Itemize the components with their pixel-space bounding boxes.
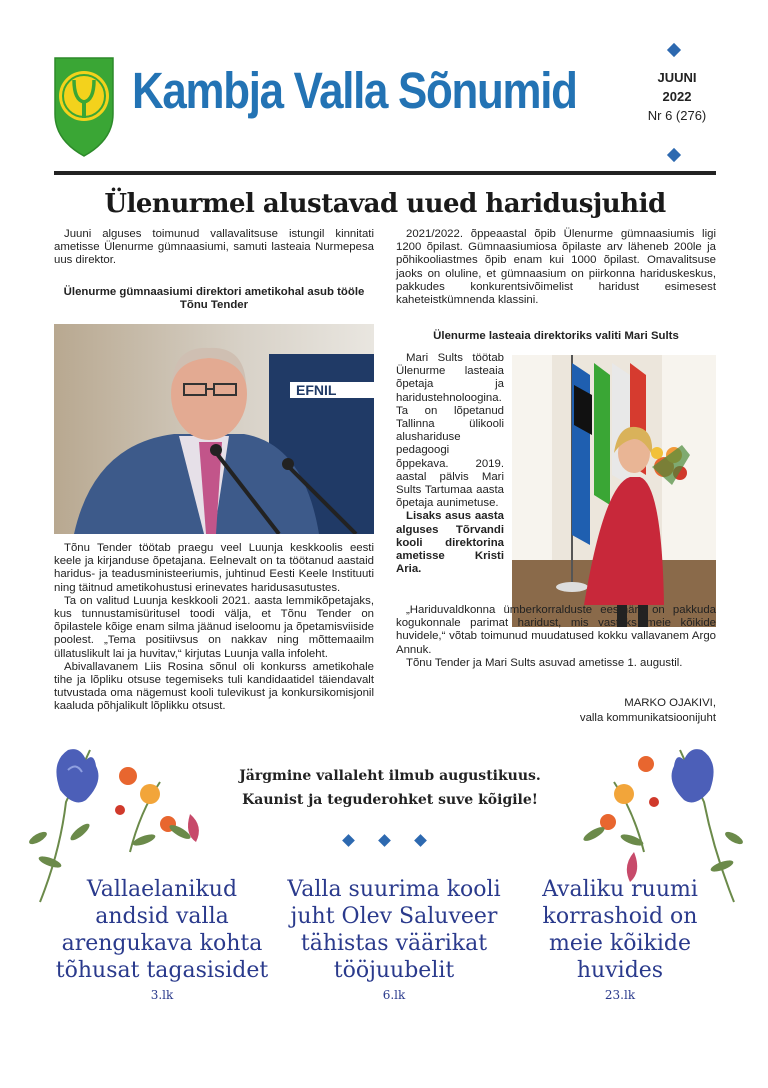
school-stats-paragraph: 2021/2022. õppeaastal õpib Ülenurme gümnaasiumis ligi 1200 õpilast. Gümnaasiumiosa õpilaste arv läheneb 200le ja põhikooliastmes õpib enam kui 1000 õpilast. Omavalitsuse jaoks on oluline, et gümnaasium on piirkonna hariduskeskus, pakkudes konkurentsivõimelist haridust esimesest kaheteistkümnenda klassini.	[396, 228, 716, 307]
teaser-title: Vallaelanikud andsid valla arengukava kohta tõhusat tagasisidet	[55, 877, 269, 983]
author-name: MARKO OJAKIVI,	[624, 697, 716, 709]
photo-mari-sults	[512, 355, 716, 627]
issue-year: 2022	[662, 89, 692, 104]
diamond-ornament-icon	[414, 834, 427, 847]
teaser-saluveer[interactable]	[284, 876, 504, 1002]
author-title: valla kommunikatsioonijuht	[579, 711, 716, 724]
intro-paragraph: Juuni alguses toimunud vallavalitsuse istungil kinnitati ametisse Ülenurme gümnaasiumi, samuti lasteaia Nurmepesa uus direktor.	[54, 228, 374, 267]
teaser-page-ref: 6.lk	[382, 988, 406, 1002]
next-issue-notice	[180, 764, 600, 812]
issue-month: JUUNI	[657, 70, 697, 85]
teaser-title: Valla suurima kooli juht Olev Saluveer tähistas väärikat tööjuubelit	[287, 877, 501, 983]
sults-column-text	[396, 352, 504, 576]
teaser-title: Avaliku ruumi korrashoid on meie kõikide huvides	[542, 877, 698, 983]
next-issue-line-2: Kaunist ja teguderohket suve kõigile!	[242, 792, 538, 808]
teaser-arengukava[interactable]	[54, 876, 270, 1002]
subhead-tender: Ülenurme gümnaasiumi direktori ametikohal asub tööle Tõnu Tender	[63, 286, 365, 312]
subhead-sults: Ülenurme lasteaia direktoriks valiti Mari Sults	[433, 330, 679, 342]
municipality-crest	[52, 54, 116, 158]
next-issue-line-1: Järgmine vallaleht ilmub augustikuus.	[239, 768, 541, 784]
tender-paragraph-2: Ta on valitud Luunja keskkooli 2021. aasta lemmikõpetajaks, kus tunnustamisüritusel toodi välja, et Tõnu Tender on õpilastele kõige enam silma jäänud iseloomu ja õpetamisviiside poolest. „Tema positiivsus on nakkav ning mõttemaailm üllatuslikult lai ja huvitav,“ kirjutas Luunja valla infoleht.	[54, 594, 374, 660]
masthead-rule	[54, 171, 716, 175]
tender-paragraph-3: Abivallavanem Liis Rosina sõnul oli konkurss ametikohale tihe ja lõpliku otsuse tegemiseks tuli kandidaatidel täiendavalt tutvustada oma nägemust kooli tulevikust ja konkursikomisjonil kaaluda põhjalikult lõplikku otsust.	[54, 660, 374, 713]
diamond-ornament-icon	[342, 834, 355, 847]
diamond-ornament-icon	[378, 834, 391, 847]
diamond-ornament-icon	[667, 43, 681, 57]
sults-paragraph: Mari Sults töötab Ülenurme lasteaia õpetaja ja haridustehnoloogina. Ta on lõpetanud Tallinna ülikooli alushariduse pedagoogi õppekava. 2019. aastal pälvis Mari Sults Tartumaa aasta õpetaja aunimetuse.	[396, 352, 504, 510]
teaser-page-ref: 23.lk	[604, 988, 636, 1002]
teaser-page-ref: 3.lk	[150, 988, 174, 1002]
torvandi-paragraph: Lisaks asus aasta alguses Tõrvandi kooli direktorina ametisse Kristi Aria.	[396, 510, 504, 576]
issue-info	[640, 68, 714, 125]
article-headline: Ülenurmel alustavad uued haridusjuhid	[104, 189, 666, 219]
right-column-intro	[396, 228, 716, 307]
left-column-text	[54, 542, 374, 714]
banner-sign-text: EFNIL	[296, 382, 337, 398]
article-intro	[54, 228, 374, 268]
tender-paragraph-1: Tõnu Tender töötab praegu veel Luunja keskkoolis eesti keele ja kirjanduse õpetajana. Eelnevalt on ta töötanud aastaid haridus- ja teadusministeeriumis, juhtinud Eesti Keele Instituuti ning täitnud ametikohustusi erinevates haridusasutustes.	[54, 542, 374, 594]
masthead-title: Kambja Valla Sõnumid	[132, 62, 577, 119]
right-column-closing	[396, 604, 716, 670]
diamond-ornament-icon	[667, 148, 681, 162]
issue-number: Nr 6 (276)	[647, 108, 707, 123]
photo-tonu-tender	[54, 324, 374, 534]
torvandi-quote: „Hariduvaldkonna ümberkorralduste eesmärk on pakkuda kogukonnale parimat haridust, mis vastaks meie kõikide huvidele,“ võtab toimunud muudatused kokku vallavanem Argo Annuk.	[396, 604, 716, 656]
teaser-avalik-ruum[interactable]	[522, 876, 718, 1002]
author-signature	[396, 696, 716, 725]
closing-paragraph: Tõnu Tender ja Mari Sults asuvad ametisse 1. augustil.	[406, 656, 683, 669]
